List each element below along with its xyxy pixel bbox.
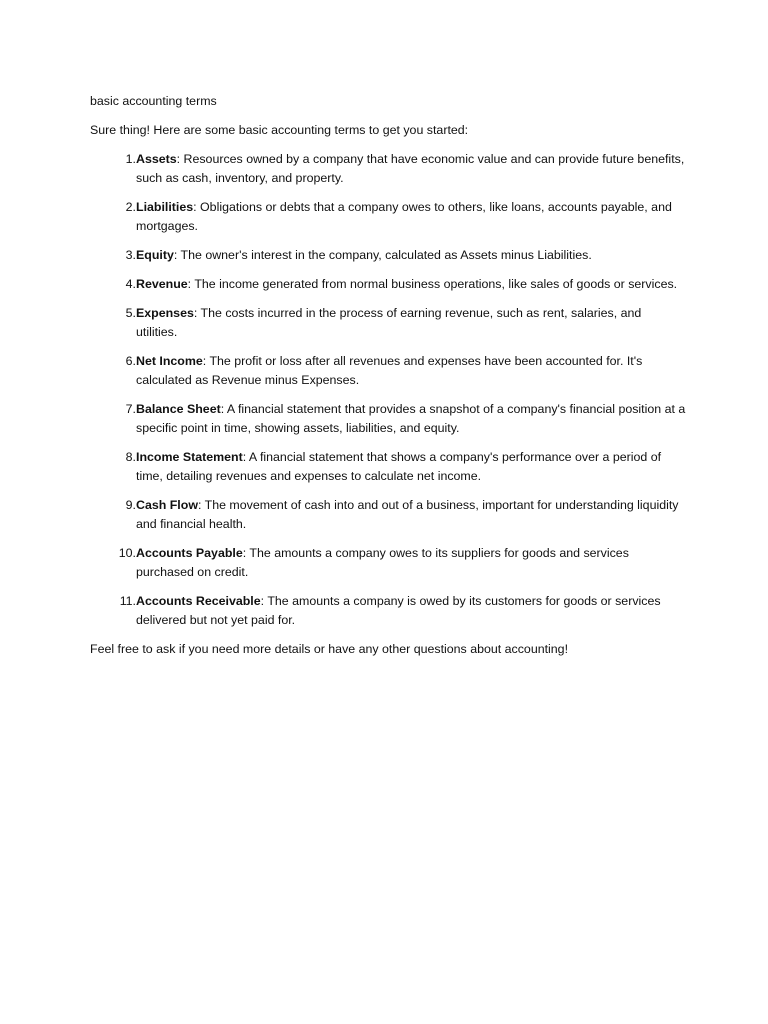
list-item [90, 400, 686, 438]
list-item [90, 150, 686, 188]
list-item [90, 448, 686, 486]
list-item-number: 3. [125, 248, 136, 262]
term-name: Income Statement [136, 450, 243, 464]
term-definition: : The movement of cash into and out of a business, important for understanding liquidity and financial health. [136, 498, 679, 531]
term-definition: : Obligations or debts that a company owes to others, like loans, accounts payable, and mortgages. [136, 200, 672, 233]
term-name: Expenses [136, 306, 194, 320]
term-name: Assets [136, 152, 177, 166]
term-definition: : The profit or loss after all revenues and expenses have been accounted for. It's calculated as Revenue minus Expenses. [136, 354, 643, 387]
term-name: Net Income [136, 354, 203, 368]
list-item-number: 2. [125, 200, 136, 214]
list-item [90, 304, 686, 342]
list-item [90, 246, 686, 265]
list-item-number: 4. [125, 277, 136, 291]
term-definition: : Resources owned by a company that have economic value and can provide future benefits, such as cash, inventory, and property. [136, 152, 685, 185]
term-name: Liabilities [136, 200, 194, 214]
term-name: Revenue [136, 277, 188, 291]
list-item-number: 8. [125, 450, 136, 464]
term-name: Accounts Receivable [136, 594, 261, 608]
list-item-number: 6. [125, 354, 136, 368]
list-item-number: 11. [119, 594, 136, 608]
list-item [90, 275, 686, 294]
term-definition: : The income generated from normal business operations, like sales of goods or services. [187, 277, 678, 291]
term-name: Cash Flow [136, 498, 198, 512]
term-definition: : The costs incurred in the process of earning revenue, such as rent, salaries, and utilities. [136, 306, 642, 339]
list-item [90, 352, 686, 390]
document-page [90, 92, 686, 659]
list-item-number: 10. [118, 546, 136, 560]
list-item-number: 5. [125, 306, 136, 320]
closing-paragraph: Feel free to ask if you need more details or have any other questions about accounting! [90, 642, 569, 656]
term-definition: : The owner's interest in the company, calculated as Assets minus Liabilities. [173, 248, 592, 262]
list-item [90, 496, 686, 534]
term-name: Equity [136, 248, 174, 262]
list-item-number: 9. [125, 498, 136, 512]
term-name: Balance Sheet [136, 402, 221, 416]
term-definition: : A financial statement that shows a company's performance over a period of time, detailing revenues and expenses to calculate net income. [136, 450, 662, 483]
intro-paragraph: Sure thing! Here are some basic accounting terms to get you started: [90, 123, 469, 137]
term-name: Accounts Payable [136, 546, 243, 560]
term-definition: : The amounts a company owes to its suppliers for goods and services purchased on credit. [136, 546, 629, 579]
terms-list [90, 150, 686, 630]
list-item [90, 198, 686, 236]
list-item [90, 592, 686, 630]
term-definition: : A financial statement that provides a snapshot of a company's financial position at a specific point in time, showing assets, liabilities, and equity. [136, 402, 686, 435]
document-title: basic accounting terms [90, 94, 217, 108]
list-item-number: 7. [125, 402, 136, 416]
term-definition: : The amounts a company is owed by its customers for goods or services delivered but not yet paid for. [136, 594, 661, 627]
list-item-number: 1. [125, 152, 136, 166]
list-item [90, 544, 686, 582]
